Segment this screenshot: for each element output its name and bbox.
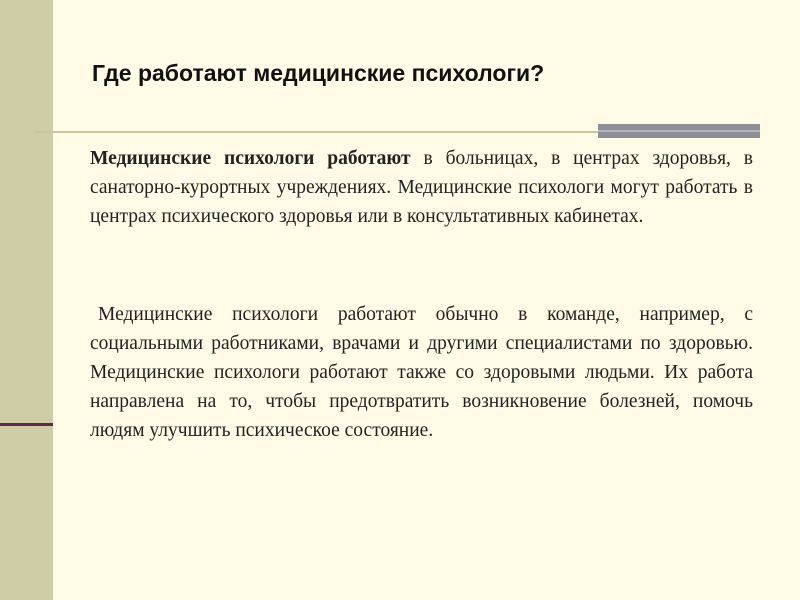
paragraph-1 [90, 144, 753, 231]
side-decor-rule [0, 423, 53, 426]
accent-block [598, 124, 760, 138]
paragraph-1-text: в больницах, в центрах здоровья, в санаторно-курортных учреждениях. Медицинские психологи могут работать в центрах психического здоровья или в консультативных кабинетах. [90, 148, 753, 227]
side-decor-bar [0, 0, 53, 600]
paragraph-2: Медицинские психологи работают обычно в команде, например, с социальными работниками, врачами и другими специалистами по здоровью. Медицинские психологи работают также со здоровыми людьми. Их работа направлена на то, чтобы предотвратить возникновение болезней, помочь людям улучшить психическое состояние. [90, 304, 753, 441]
paragraph-1-lead: Медицинские психологи работают [90, 148, 411, 169]
slide-title: Где работают медицинские психологи? [92, 60, 545, 86]
